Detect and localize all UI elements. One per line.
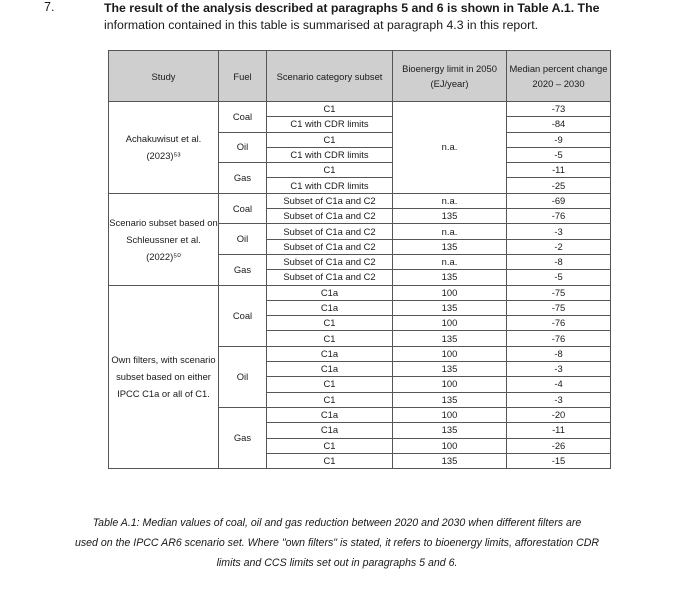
scenario-cell: C1 — [267, 453, 393, 468]
change-cell: -75 — [507, 285, 611, 300]
fuel-cell: Gas — [219, 407, 267, 468]
paragraph-number: 7. — [44, 0, 55, 14]
scenario-cell: C1 — [267, 331, 393, 346]
scenario-cell: Subset of C1a and C2 — [267, 254, 393, 269]
scenario-cell: Subset of C1a and C2 — [267, 209, 393, 224]
scenario-cell: C1 — [267, 132, 393, 147]
bioenergy-cell: n.a. — [393, 224, 507, 239]
caption-line-3: limits and CCS limits set out in paragraphs 5 and 6. — [216, 557, 458, 569]
bioenergy-cell: 135 — [393, 362, 507, 377]
bioenergy-cell: 135 — [393, 300, 507, 315]
change-cell: -5 — [507, 147, 611, 162]
scenario-cell: C1 with CDR limits — [267, 147, 393, 162]
bioenergy-cell: 135 — [393, 331, 507, 346]
table-row — [109, 193, 611, 208]
change-cell: -8 — [507, 254, 611, 269]
fuel-cell: Coal — [219, 102, 267, 133]
scenario-cell: C1a — [267, 423, 393, 438]
study-cell: Scenario subset based on Schleussner et al. (2022)⁵⁰ — [109, 193, 219, 285]
results-table — [108, 50, 611, 469]
scenario-cell: C1a — [267, 285, 393, 300]
change-cell: -2 — [507, 239, 611, 254]
change-cell: -11 — [507, 423, 611, 438]
change-cell: -11 — [507, 163, 611, 178]
fuel-cell: Coal — [219, 285, 267, 346]
scenario-cell: C1 — [267, 316, 393, 331]
bioenergy-cell: 100 — [393, 438, 507, 453]
change-cell: -3 — [507, 392, 611, 407]
table-caption — [30, 513, 644, 573]
change-cell: -20 — [507, 407, 611, 422]
change-cell: -9 — [507, 132, 611, 147]
bioenergy-cell: 135 — [393, 453, 507, 468]
scenario-cell: C1 — [267, 438, 393, 453]
header-scenario: Scenario category subset — [267, 51, 393, 102]
change-cell: -84 — [507, 117, 611, 132]
bioenergy-cell: n.a. — [393, 193, 507, 208]
header-median-change: Median percent change 2020 – 2030 — [507, 51, 611, 102]
caption-line-1: Table A.1: Median values of coal, oil and gas reduction between 2020 and 2030 when different filters are — [92, 517, 582, 529]
intro-line-2: information contained in this table is summarised at paragraph 4.3 in this report. — [104, 18, 539, 32]
scenario-cell: C1 with CDR limits — [267, 178, 393, 193]
table-row — [109, 102, 611, 117]
intro-line-1: The result of the analysis described at paragraphs 5 and 6 is shown in Table A.1. The — [104, 1, 600, 15]
change-cell: -3 — [507, 362, 611, 377]
scenario-cell: C1 — [267, 392, 393, 407]
scenario-cell: C1a — [267, 346, 393, 361]
caption-line-2: used on the IPCC AR6 scenario set. Where "own filters" is stated, it refers to bioenergy limits, afforestation CDR — [74, 537, 600, 549]
header-bioenergy: Bioenergy limit in 2050 (EJ/year) — [393, 51, 507, 102]
fuel-cell: Gas — [219, 254, 267, 285]
fuel-cell: Coal — [219, 193, 267, 224]
scenario-cell: Subset of C1a and C2 — [267, 193, 393, 208]
fuel-cell: Oil — [219, 346, 267, 407]
bioenergy-cell: 135 — [393, 423, 507, 438]
bioenergy-cell: 135 — [393, 239, 507, 254]
fuel-cell: Oil — [219, 224, 267, 255]
scenario-cell: Subset of C1a and C2 — [267, 270, 393, 285]
change-cell: -69 — [507, 193, 611, 208]
change-cell: -76 — [507, 209, 611, 224]
scenario-cell: Subset of C1a and C2 — [267, 224, 393, 239]
header-study: Study — [109, 51, 219, 102]
scenario-cell: Subset of C1a and C2 — [267, 239, 393, 254]
scenario-cell: C1 — [267, 102, 393, 117]
change-cell: -8 — [507, 346, 611, 361]
bioenergy-cell: n.a. — [393, 102, 507, 194]
change-cell: -25 — [507, 178, 611, 193]
bioenergy-cell: 135 — [393, 392, 507, 407]
fuel-cell: Gas — [219, 163, 267, 194]
bioenergy-cell: 135 — [393, 270, 507, 285]
table-header-row — [109, 51, 611, 102]
study-cell: Own filters, with scenario subset based on either IPCC C1a or all of C1. — [109, 285, 219, 469]
change-cell: -75 — [507, 300, 611, 315]
scenario-cell: C1a — [267, 407, 393, 422]
intro-paragraph — [104, 0, 664, 34]
bioenergy-cell: n.a. — [393, 254, 507, 269]
bioenergy-cell: 100 — [393, 285, 507, 300]
scenario-cell: C1 — [267, 377, 393, 392]
header-fuel: Fuel — [219, 51, 267, 102]
scenario-cell: C1a — [267, 362, 393, 377]
change-cell: -76 — [507, 316, 611, 331]
bioenergy-cell: 100 — [393, 346, 507, 361]
scenario-cell: C1 with CDR limits — [267, 117, 393, 132]
bioenergy-cell: 135 — [393, 209, 507, 224]
change-cell: -4 — [507, 377, 611, 392]
study-cell: Achakuwisut et al. (2023)⁵³ — [109, 102, 219, 194]
change-cell: -3 — [507, 224, 611, 239]
change-cell: -76 — [507, 331, 611, 346]
change-cell: -5 — [507, 270, 611, 285]
fuel-cell: Oil — [219, 132, 267, 163]
change-cell: -73 — [507, 102, 611, 117]
bioenergy-cell: 100 — [393, 316, 507, 331]
bioenergy-cell: 100 — [393, 407, 507, 422]
scenario-cell: C1 — [267, 163, 393, 178]
scenario-cell: C1a — [267, 300, 393, 315]
change-cell: -26 — [507, 438, 611, 453]
table-row — [109, 285, 611, 300]
change-cell: -15 — [507, 453, 611, 468]
bioenergy-cell: 100 — [393, 377, 507, 392]
